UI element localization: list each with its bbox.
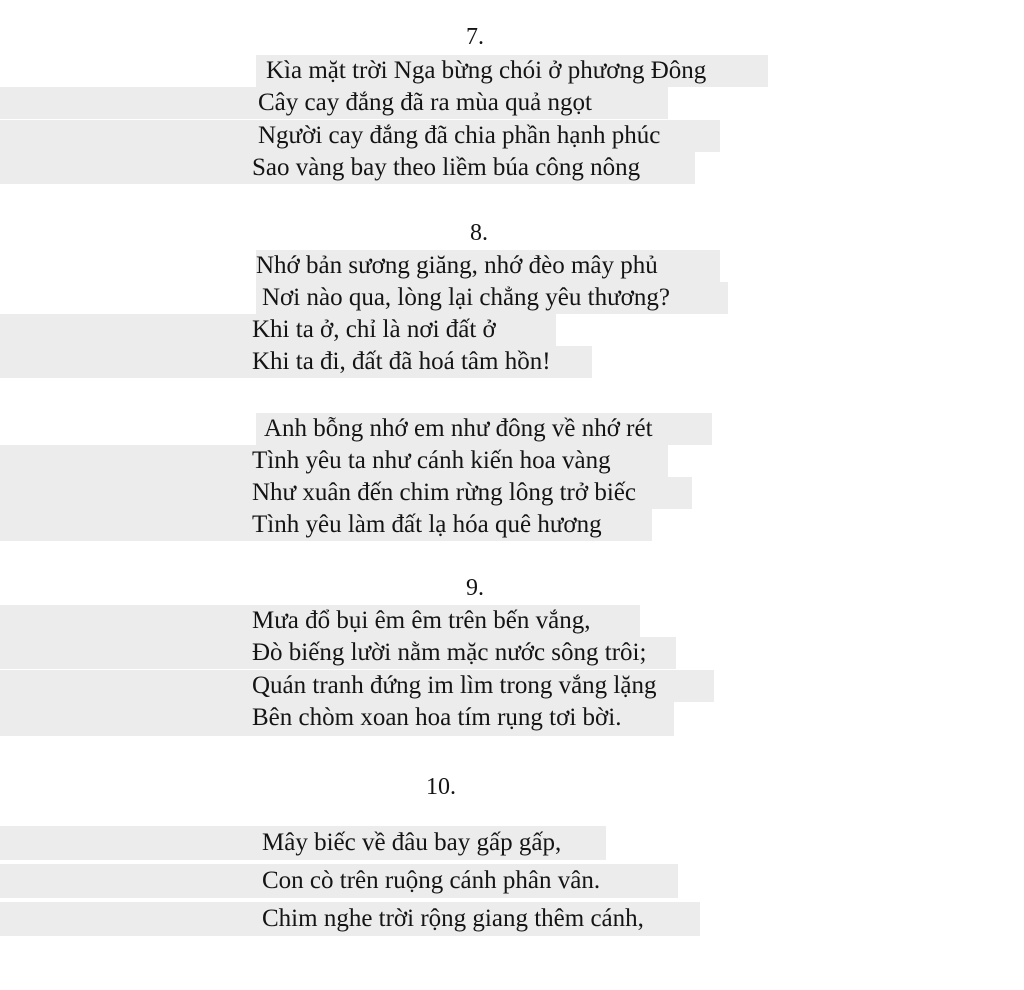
poem-line: Mưa đổ bụi êm êm trên bến vắng, <box>252 607 591 634</box>
poem-line: Đò biếng lười nằm mặc nước sông trôi; <box>252 639 647 666</box>
poem-line: Cây cay đắng đã ra mùa quả ngọt <box>258 89 592 116</box>
poem-line: Anh bỗng nhớ em như đông về nhớ rét <box>264 415 653 442</box>
poem-line: Sao vàng bay theo liềm búa công nông <box>252 154 641 181</box>
poem-line: Khi ta ở, chỉ là nơi đất ở <box>252 316 496 343</box>
poem-line: Quán tranh đứng im lìm trong vắng lặng <box>252 672 657 699</box>
poem-line: Người cay đắng đã chia phần hạnh phúc <box>258 122 661 149</box>
stanza-number-10: 10. <box>426 774 456 800</box>
poem-line: Mây biếc về đâu bay gấp gấp, <box>262 829 562 856</box>
stanza-number-9: 9. <box>466 575 484 601</box>
poem-line: Nơi nào qua, lòng lại chẳng yêu thương? <box>262 284 670 311</box>
poem-line: Con cò trên ruộng cánh phân vân. <box>262 867 601 894</box>
poem-line: Tình yêu ta như cánh kiến hoa vàng <box>252 447 611 474</box>
poem-line: Tình yêu làm đất lạ hóa quê hương <box>252 511 602 538</box>
poem-line: Kìa mặt trời Nga bừng chói ở phương Đông <box>266 57 707 84</box>
stanza-number-7: 7. <box>466 24 484 50</box>
stanza-number-8: 8. <box>470 220 488 246</box>
poem-line: Như xuân đến chim rừng lông trở biếc <box>252 479 636 506</box>
poem-line: Chim nghe trời rộng giang thêm cánh, <box>262 905 644 932</box>
poem-line: Nhớ bản sương giăng, nhớ đèo mây phủ <box>256 252 658 279</box>
poem-line: Khi ta đi, đất đã hoá tâm hồn! <box>252 348 551 375</box>
poem-line: Bên chòm xoan hoa tím rụng tơi bời. <box>252 704 622 731</box>
